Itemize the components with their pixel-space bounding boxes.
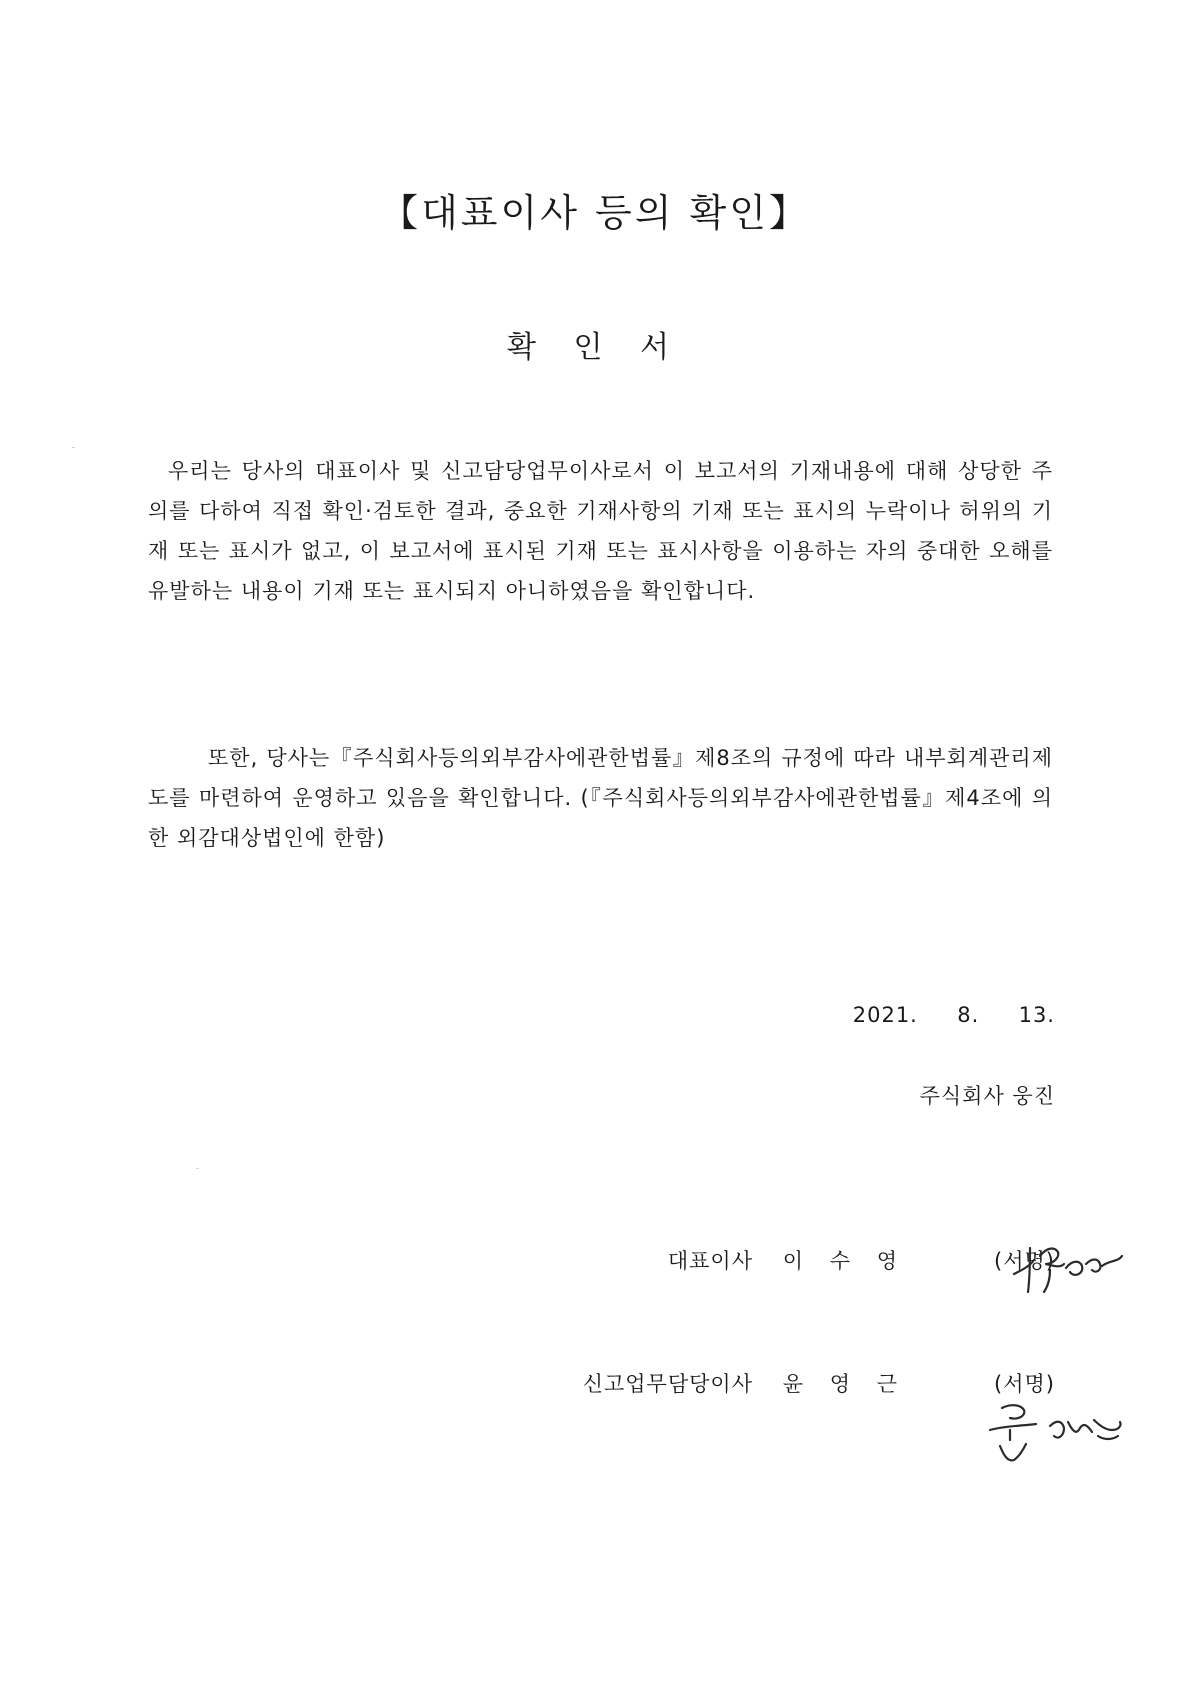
signature-placeholder: (서명) — [994, 1372, 1055, 1396]
signatory-name: 이 수 영 — [782, 1249, 907, 1273]
signatory-name: 윤 영 근 — [782, 1372, 907, 1396]
main-title: 【대표이사 등의 확인】 — [380, 191, 810, 235]
internal-control-paragraph: 또한, 당사는『주식회사등의외부감사에관한법률』제8조의 규정에 따라 내부회계관리제도를 마련하여 운영하고 있음을 확인합니다. (『주식회사등의외부감사에관한법률』제4조에 의한 외감대상법인에 한함) — [148, 746, 1053, 850]
confirmation-paragraph: 우리는 당사의 대표이사 및 신고담당업무이사로서 이 보고서의 기재내용에 대해 상당한 주의를 다하여 직접 확인·검토한 결과, 중요한 기재사항의 기재 또는 표시의 누락이나 허위의 기재 또는 표시가 없고, 이 보고서에 표시된 기재 또는 표시사항을 이용하는 자의 중대한 오해를 유발하는 내용이 기재 또는 표시되지 아니하였음을 확인합니다. — [148, 459, 1053, 603]
document-date: 2021. 8. 13. — [852, 1003, 1055, 1027]
signatory-role: 대표이사 — [667, 1249, 753, 1273]
scan-speck — [196, 1168, 199, 1169]
signature-placeholder: (서명) — [994, 1249, 1055, 1273]
company-name: 주식회사 웅진 — [919, 1084, 1055, 1108]
handwritten-signature-icon — [980, 1400, 1130, 1472]
scan-speck — [72, 447, 75, 448]
signatory-role: 신고업무담당이사 — [582, 1372, 753, 1396]
handwritten-signature-icon — [1000, 1230, 1140, 1302]
sub-title: 확 인 서 — [506, 330, 683, 365]
